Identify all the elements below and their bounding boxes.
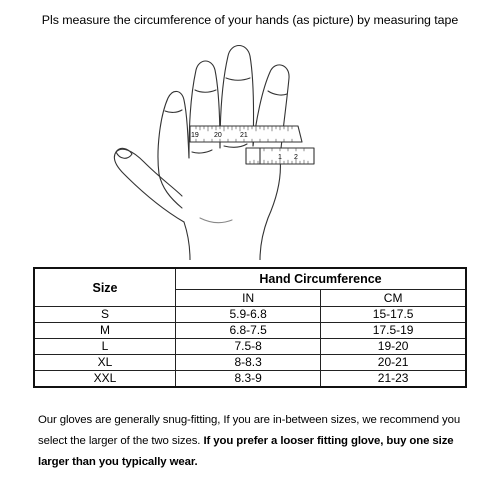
in-cell: 5.9-6.8	[176, 307, 321, 323]
tape-number-20: 20	[214, 132, 222, 139]
upper-tape	[190, 126, 302, 142]
size-cell: S	[34, 307, 176, 323]
unit-in-header: IN	[176, 290, 321, 307]
table-row	[34, 323, 466, 339]
size-header: Size	[34, 268, 176, 307]
cm-cell: 20-21	[321, 355, 466, 371]
fit-note-bold: If you prefer a looser fitting glove, buy one size larger than you typically wear.	[38, 435, 454, 468]
tape-number-21: 21	[240, 132, 248, 139]
in-cell: 8-8.3	[176, 355, 321, 371]
tape-number-19: 19	[191, 132, 199, 139]
size-chart-table	[33, 267, 467, 388]
cm-cell: 21-23	[321, 371, 466, 388]
in-cell: 6.8-7.5	[176, 323, 321, 339]
hand-measuring-illustration	[100, 38, 390, 260]
fit-note	[38, 410, 478, 473]
fit-note-regular: Our gloves are generally snug-fitting, If you are in-between sizes, we recommend you select the larger of the two sizes.	[38, 414, 461, 447]
measure-instruction: Pls measure the circumference of your hands (as picture) by measuring tape	[41, 13, 459, 27]
size-cell: XXL	[34, 371, 176, 388]
table-row	[34, 355, 466, 371]
table-row	[34, 307, 466, 323]
unit-cm-header: CM	[321, 290, 466, 307]
cm-cell: 19-20	[321, 339, 466, 355]
size-cell: XL	[34, 355, 176, 371]
cm-cell: 17.5-19	[321, 323, 466, 339]
size-cell: L	[34, 339, 176, 355]
table-row	[34, 371, 466, 388]
table-row	[34, 339, 466, 355]
in-cell: 8.3-9	[176, 371, 321, 388]
in-cell: 7.5-8	[176, 339, 321, 355]
size-cell: M	[34, 323, 176, 339]
lower-tape	[246, 148, 314, 164]
hand-circumference-header: Hand Circumference	[176, 268, 467, 290]
tape-number-1: 1	[278, 154, 282, 161]
cm-cell: 15-17.5	[321, 307, 466, 323]
tape-number-2: 2	[294, 154, 298, 161]
